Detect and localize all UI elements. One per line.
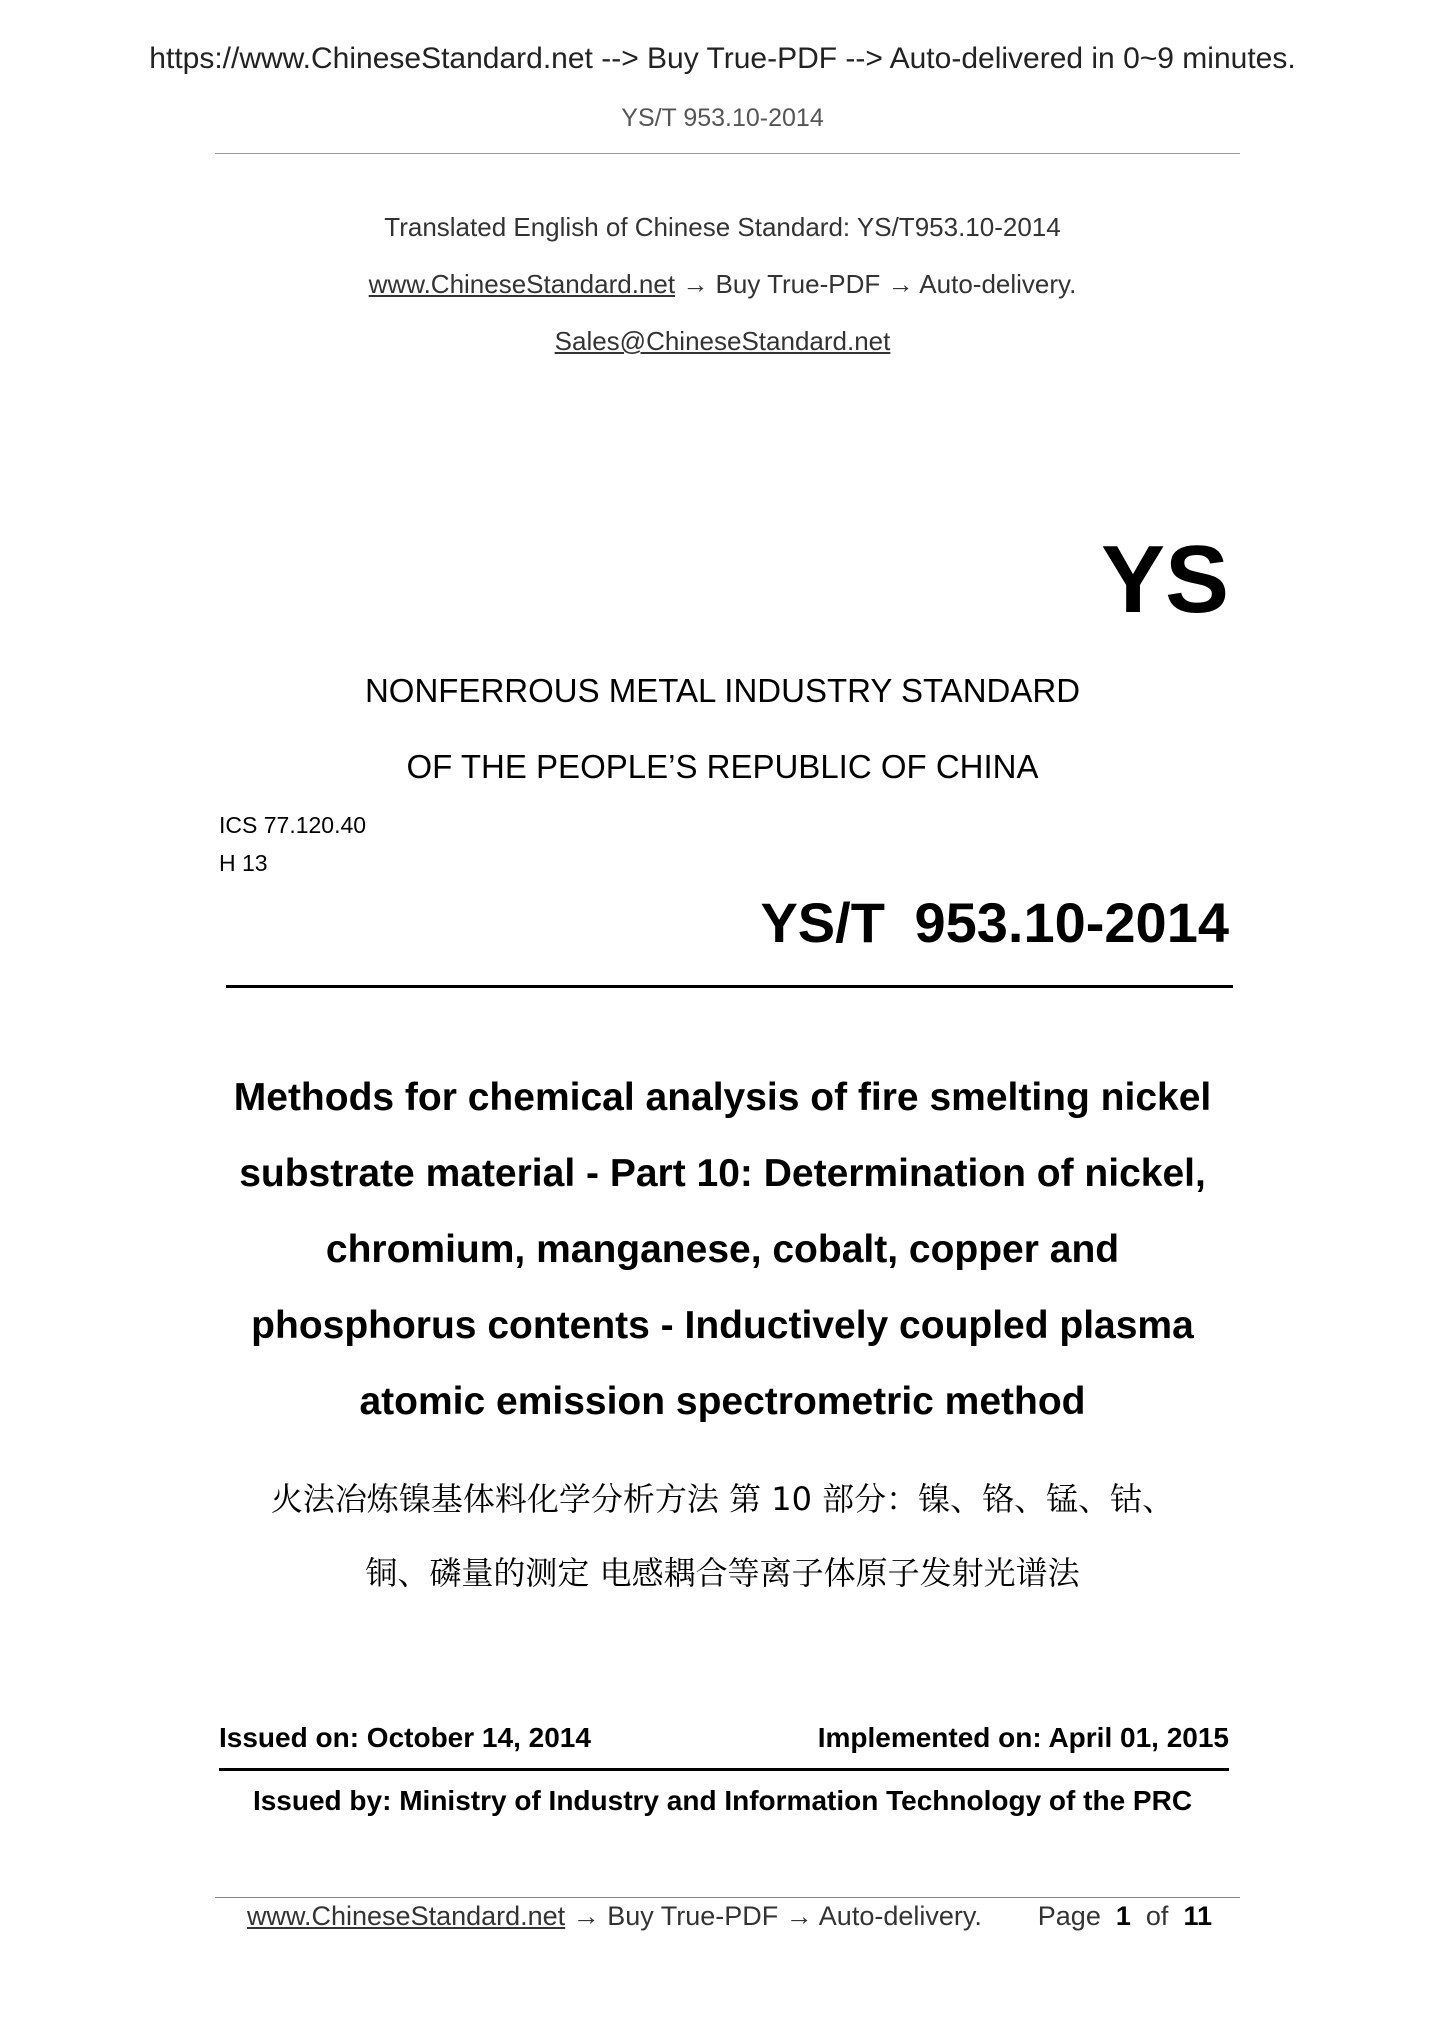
chinese-title xyxy=(160,1462,1285,1610)
chinese-title-line: 火法冶炼镍基体料化学分析方法 第 10 部分：镍、铬、锰、钴、 xyxy=(270,1480,1175,1518)
footer-divider xyxy=(215,1897,1240,1898)
arrow-icon: → xyxy=(682,269,709,299)
buy-line xyxy=(0,269,1445,300)
footer-buy-line xyxy=(247,1901,982,1932)
org-line-1: NONFERROUS METAL INDUSTRY STANDARD xyxy=(364,672,1081,709)
sales-email-link[interactable]: Sales@ChineseStandard.net xyxy=(554,326,891,356)
standard-mark: YS xyxy=(1100,526,1229,633)
arrow-icon: → xyxy=(887,269,914,299)
header-divider xyxy=(215,153,1240,154)
issued-on: Issued on: October 14, 2014 xyxy=(219,1722,591,1753)
title-line: Methods for chemical analysis of fire smelting nickel xyxy=(233,1076,1212,1119)
footer-delivery-text: Auto-delivery. xyxy=(818,1901,982,1931)
translated-notice: Translated English of Chinese Standard: YS/T953.10-2014 xyxy=(384,212,1061,242)
ics-code: ICS 77.120.40 xyxy=(219,812,367,838)
title-line: substrate material - Part 10: Determination of nickel, xyxy=(239,1152,1206,1195)
standard-code: YS/T 953.10-2014 xyxy=(760,891,1229,954)
dates-divider xyxy=(219,1768,1229,1771)
footer-site-link[interactable]: www.ChineseStandard.net xyxy=(247,1901,566,1931)
title-line: chromium, manganese, cobalt, copper and xyxy=(325,1228,1120,1271)
chinese-title-line: 铜、磷量的测定 电感耦合等离子体原子发射光谱法 xyxy=(365,1554,1080,1592)
delivery-text: Auto-delivery. xyxy=(919,269,1077,299)
code-divider xyxy=(226,985,1233,988)
site-link[interactable]: www.ChineseStandard.net xyxy=(368,269,676,299)
top-banner: https://www.ChineseStandard.net --> Buy True-PDF --> Auto-delivered in 0~9 minutes. xyxy=(149,42,1296,75)
page-of: of xyxy=(1145,1901,1169,1931)
page-current: 1 xyxy=(1115,1901,1131,1931)
sales-line xyxy=(0,326,1445,357)
title-line: atomic emission spectrometric method xyxy=(359,1380,1086,1423)
ccs-code: H 13 xyxy=(219,850,268,876)
document-title xyxy=(160,1060,1285,1440)
issued-by: Issued by: Ministry of Industry and Information Technology of the PRC xyxy=(252,1785,1193,1816)
page-total: 11 xyxy=(1183,1901,1212,1931)
org-line-2: OF THE PEOPLE’S REPUBLIC OF CHINA xyxy=(406,748,1039,785)
footer-buy-text: Buy True-PDF xyxy=(607,1901,779,1931)
header-standard-code: YS/T 953.10-2014 xyxy=(621,104,824,132)
page-indicator xyxy=(1038,1901,1212,1932)
arrow-icon: → xyxy=(785,1901,813,1931)
arrow-icon: → xyxy=(572,1901,600,1931)
page-label: Page xyxy=(1037,1901,1101,1931)
buy-text: Buy True-PDF xyxy=(715,269,881,299)
title-line: phosphorus contents - Inductively coupled plasma xyxy=(251,1304,1194,1347)
implemented-on: Implemented on: April 01, 2015 xyxy=(817,1722,1229,1753)
